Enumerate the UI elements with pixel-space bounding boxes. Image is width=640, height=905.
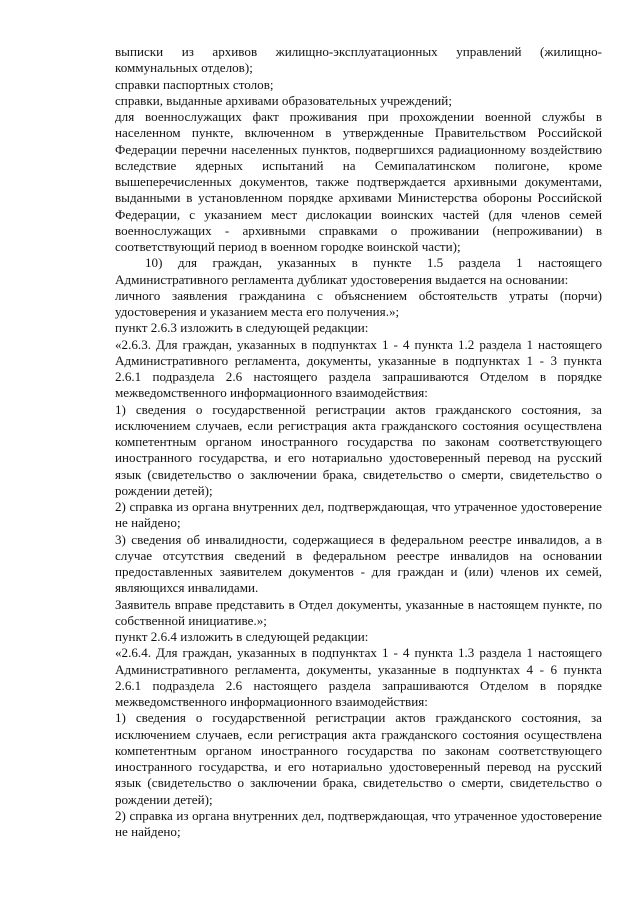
paragraph-archive-extracts: выписки из архивов жилищно-эксплуатационных управлений (жилищно-коммунальных отделов);: [115, 44, 602, 76]
paragraph-clause-2-6-3-heading: пункт 2.6.3 изложить в следующей редакции:: [115, 320, 369, 336]
paragraph-2-6-4-item-2: 2) справка из органа внутренних дел, подтверждающая, что утраченное удостоверение не найдено;: [115, 807, 602, 839]
paragraph-personal-statement: личного заявления гражданина с объяснением обстоятельств утраты (порчи) удостоверения и указанием места его получения.»;: [115, 287, 602, 319]
paragraph-2-6-3-item-2: 2) справка из органа внутренних дел, подтверждающая, что утраченное удостоверение не найдено;: [115, 499, 602, 531]
paragraph-military-residence: для военнослужащих факт проживания при прохождении военной службы в населенном пункте, включенном в утвержденные Правительством Российской Федерации перечни населенных пунктов, подвергшихся радиационному воздействию вследствие ядерных испытаний на Семипалатинском полигоне, кроме вышеперечисленных документов, также подтверждается архивными документами, выданными в установленном порядке архивами Министерства обороны Российской Федерации, с указанием мест дислокации воинских частей (для членов семей военнослужащих - архивными справками о проживании (непроживании) в соответствующий период в военном городке воинской части);: [115, 109, 602, 254]
paragraph-clause-2-6-4-heading: пункт 2.6.4 изложить в следующей редакции:: [115, 629, 369, 644]
paragraph-2-6-4-item-1: 1) сведения о государственной регистрации актов гражданского состояния, за исключением случаев, если регистрация акта гражданского состояния осуществлена компетентным органом иностранного государства по законам соответствующего иностранного государства, и его нотариально удостоверенный перевод на русский язык (свидетельство о заключении брака, свидетельство о смерти, свидетельство о рождении детей);: [115, 710, 602, 807]
paragraph-item-10: 10) для граждан, указанных в пункте 1.5 раздела 1 настоящего Административного регламента дубликат удостоверения выдается на основании:: [115, 255, 602, 287]
paragraph-passport-certificates: справки паспортных столов;: [115, 76, 274, 92]
paragraph-2-6-3-item-1: 1) сведения о государственной регистрации актов гражданского состояния, за исключением случаев, если регистрация акта гражданского состояния осуществлена компетентным органом иностранного государства по законам соответствующего иностранного государства, и его нотариально удостоверенный перевод на русский язык (свидетельство о заключении брака, свидетельство о смерти, свидетельство о рождении детей);: [115, 401, 602, 498]
document-body: [115, 44, 602, 840]
paragraph-clause-2-6-4: «2.6.4. Для граждан, указанных в подпунктах 1 - 4 пункта 1.3 раздела 1 настоящего Административного регламента, документы, указанные в подпунктах 4 - 6 пункта 2.6.1 подраздела 2.6 настоящего раздела запрашиваются Отделом в порядке межведомственного информационного взаимодействия:: [115, 645, 602, 709]
paragraph-education-certificates: справки, выданные архивами образовательных учреждений;: [115, 92, 452, 108]
paragraph-2-6-3-item-3: 3) сведения об инвалидности, содержащиеся в федеральном реестре инвалидов, а в случае отсутствия сведений в федеральном реестре инвалидов на основании предоставленных заявителем документов - для граждан и (или) членов их семей, являющихся инвалидами.: [115, 531, 602, 596]
paragraph-applicant-right: Заявитель вправе представить в Отдел документы, указанные в настоящем пункте, по собственной инициативе.»;: [115, 596, 602, 628]
paragraph-clause-2-6-3: «2.6.3. Для граждан, указанных в подпунктах 1 - 4 пункта 1.2 раздела 1 настоящего Административного регламента, документы, указанные в подпунктах 1 - 3 пункта 2.6.1 подраздела 2.6 настоящего раздела запрашиваются Отделом в порядке межведомственного информационного взаимодействия:: [115, 336, 602, 401]
